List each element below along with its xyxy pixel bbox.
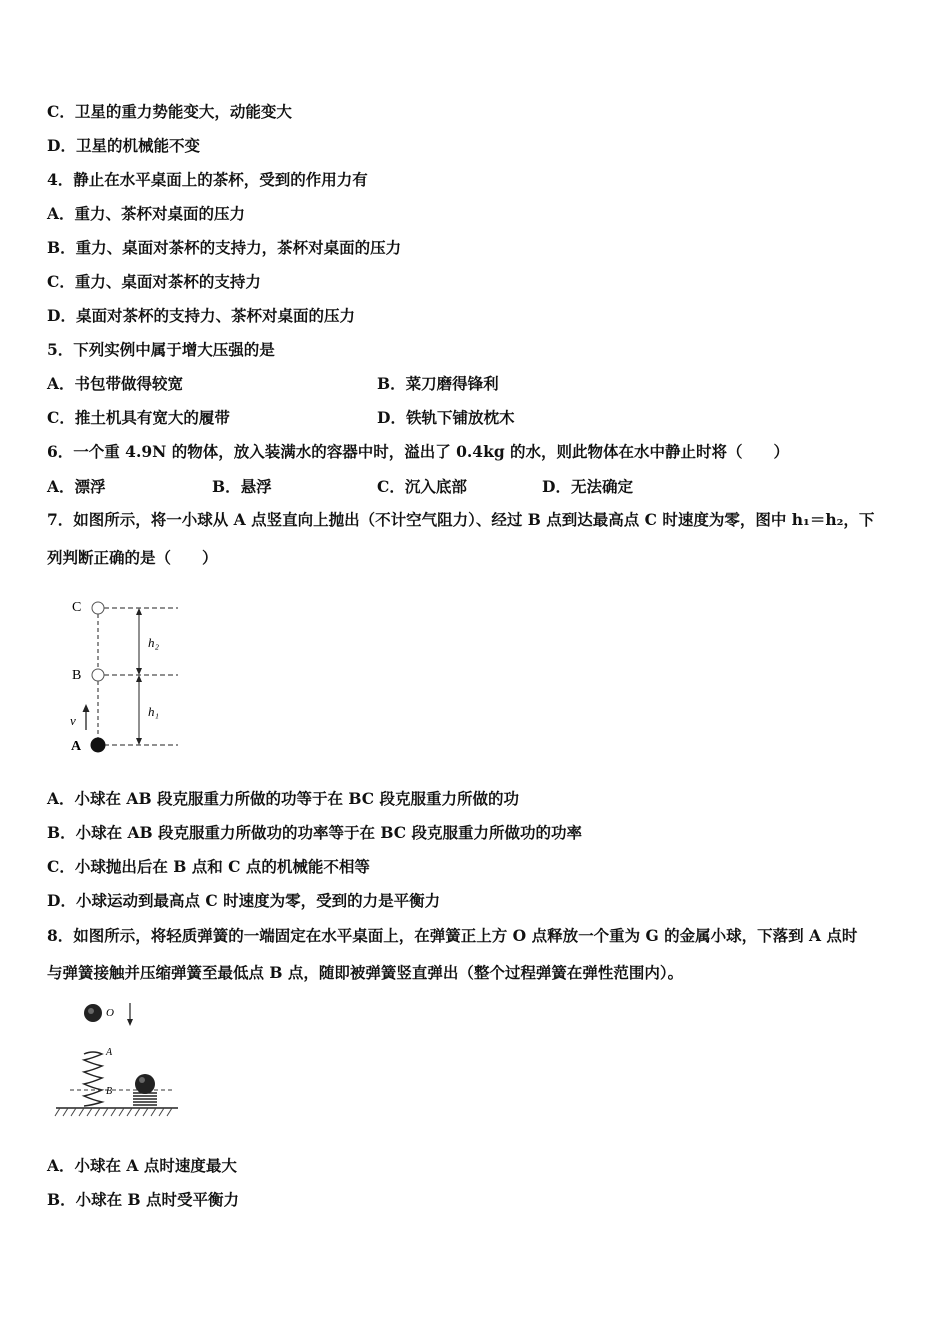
- q4-option-d: D．桌面对茶杯的支持力、茶杯对桌面的压力: [47, 306, 355, 325]
- q7-option-b: B．小球在 AB 段克服重力所做功的功率等于在 BC 段克服重力所做功的功率: [47, 823, 583, 842]
- q5-option-c: C．推土机具有宽大的履带: [47, 408, 230, 427]
- q7-stem-line1: 7．如图所示，将一小球从 A 点竖直向上抛出（不计空气阻力）、经过 B 点到达最高点 C 时速度为零，图中 h₁＝h₂，下: [47, 510, 875, 529]
- ground-hatching: [55, 1108, 172, 1116]
- q7-figure: [60, 590, 190, 760]
- ball-compressed-icon: [135, 1074, 155, 1094]
- label-h1: h₁: [148, 704, 160, 719]
- label-a: A: [71, 739, 82, 754]
- q8-figure: [52, 998, 184, 1120]
- q8-stem-line1: 8．如图所示，将轻质弹簧的一端固定在水平桌面上，在弹簧正上方 O 点释放一个重为 G 的金属小球，下落到 A 点时: [47, 926, 858, 945]
- q5-option-b: B．菜刀磨得锋利: [377, 374, 499, 393]
- ball-a-icon: [91, 738, 106, 753]
- q5-stem: 5．下列实例中属于增大压强的是: [47, 340, 275, 359]
- label-h2: h₂: [148, 635, 160, 650]
- q7-option-a: A．小球在 AB 段克服重力所做的功等于在 BC 段克服重力所做的功: [47, 789, 519, 808]
- spring-uncompressed-icon: [84, 1052, 102, 1106]
- q8-option-b: B．小球在 B 点时受平衡力: [47, 1190, 239, 1209]
- q8-stem-line2: 与弹簧接触并压缩弹簧至最低点 B 点，随即被弹簧竖直弹出（整个过程弹簧在弹性范围内）。: [47, 963, 684, 982]
- q5-option-a: A．书包带做得较宽: [47, 374, 184, 393]
- q8-option-a: A．小球在 A 点时速度最大: [47, 1156, 237, 1175]
- ball-c-icon: [92, 602, 104, 614]
- q4-option-c: C．重力、桌面对茶杯的支持力: [47, 272, 261, 291]
- label-b: B: [72, 668, 82, 683]
- q7-option-d: D．小球运动到最高点 C 时速度为零，受到的力是平衡力: [47, 891, 441, 910]
- spring-compressed-icon: [133, 1093, 157, 1105]
- label-v: v: [70, 713, 76, 728]
- q6-option-a: A．漂浮: [47, 477, 106, 496]
- q6-stem: 6．一个重 4.9N 的物体，放入装满水的容器中时，溢出了 0.4kg 的水，则此物体在水中静止时将（ ）: [47, 442, 790, 461]
- q5-option-d: D．铁轨下铺放枕木: [377, 408, 515, 427]
- label-b: B: [106, 1086, 113, 1097]
- label-a: A: [106, 1047, 113, 1058]
- q4-option-a: A．重力、茶杯对桌面的压力: [47, 204, 246, 223]
- q6-option-c: C．沉入底部: [377, 477, 467, 496]
- q7-option-c: C．小球抛出后在 B 点和 C 点的机械能不相等: [47, 857, 370, 876]
- q7-stem-line2: 列判断正确的是（ ）: [47, 548, 218, 567]
- q6-option-d: D．无法确定: [542, 477, 633, 496]
- q6-option-b: B．悬浮: [212, 477, 272, 496]
- label-o: O: [106, 1007, 114, 1019]
- q3-option-c: C．卫星的重力势能变大，动能变大: [47, 102, 292, 121]
- q4-option-b: B．重力、桌面对茶杯的支持力，茶杯对桌面的压力: [47, 238, 402, 257]
- q4-stem: 4．静止在水平桌面上的茶杯，受到的作用力有: [47, 170, 368, 189]
- label-c: C: [72, 600, 82, 615]
- q3-option-d: D．卫星的机械能不变: [47, 136, 200, 155]
- ball-b-icon: [92, 669, 104, 681]
